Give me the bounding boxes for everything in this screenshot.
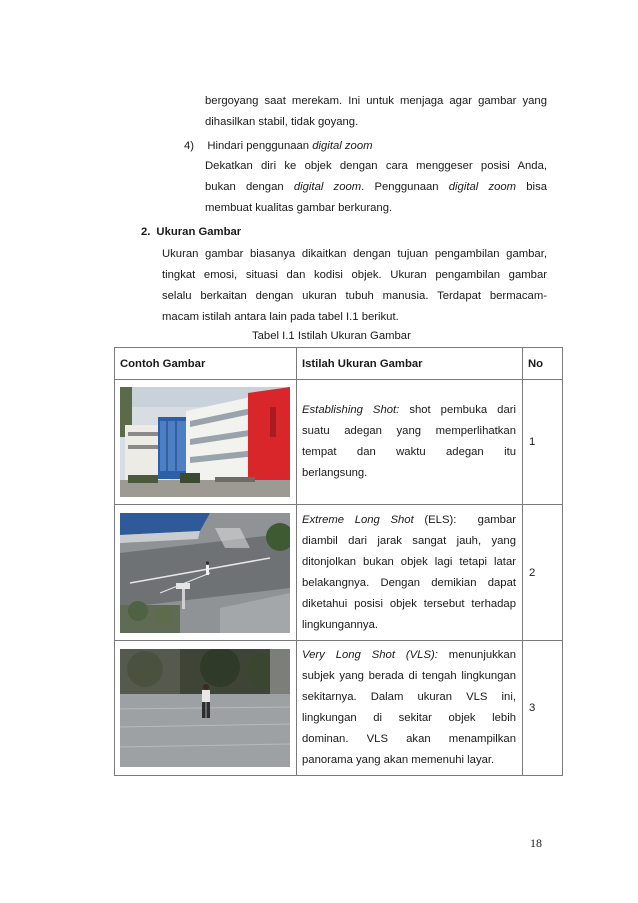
header-cell: Contoh Gambar (115, 348, 297, 380)
desc-line: dominan. VLS akan menampilkan (302, 733, 516, 745)
list-item-4-title: 4) Hindari penggunaan digital zoom (184, 140, 373, 152)
term-cell (297, 641, 523, 776)
row-number: 3 (523, 641, 563, 776)
page-number: 18 (530, 836, 542, 850)
desc-line: Very Long Shot (VLS): menunjukkan (302, 649, 516, 661)
terms-table (114, 347, 563, 776)
section-heading: 2. Ukuran Gambar (141, 226, 242, 238)
body-line: dihasilkan stabil, tidak goyang. (205, 116, 359, 128)
desc-line: tempat dan waktu adegan itu (302, 446, 516, 458)
term-cell (297, 380, 523, 505)
body-line: Ukuran gambar biasanya dikaitkan dengan tujuan pengambilan gambar, (162, 248, 547, 260)
table-row (115, 505, 563, 641)
row-number: 1 (523, 380, 563, 505)
body-line: tingkat emosi, situasi dan kodisi objek. Ukuran pengambilan gambar (162, 269, 547, 281)
row-number: 2 (523, 505, 563, 641)
desc-line: sekitarnya. Dalam ukuran VLS ini, (302, 691, 516, 703)
desc-line: lingkungan di sekitar objek lebih (302, 712, 516, 724)
term-cell (297, 505, 523, 641)
person-in-courtyard-photo (120, 649, 290, 767)
photo-cell (115, 641, 297, 776)
desc-line: berlangsung. (302, 467, 368, 479)
desc-line: subjek yang berada di tengah lingkungan (302, 670, 516, 682)
photo-cell (115, 505, 297, 641)
list-number: 4) (184, 140, 195, 152)
desc-line: lingkungannya. (302, 618, 379, 631)
body-line: membuat kualitas gambar berkurang. (205, 202, 393, 214)
desc-line: belakangnya. Dengan demikian dapat (302, 576, 516, 589)
desc-line: ditonjolkan bukan objek lagi tetapi latar (302, 555, 516, 568)
desc-line: Establishing Shot: shot pembuka dari (302, 404, 516, 416)
desc-line: diketahui posisi objek tersebut terhadap (302, 597, 516, 610)
body-line: Dekatkan diri ke objek dengan cara menggeser posisi Anda, (205, 160, 547, 172)
body-line: selalu berkaitan dengan ukuran tubuh manusia. Terdapat bermacam- (162, 290, 547, 302)
table-caption: Tabel I.1 Istilah Ukuran Gambar (252, 330, 411, 342)
parking-lot-photo (120, 513, 290, 633)
photo-cell (115, 380, 297, 505)
body-line: bergoyang saat merekam. Ini untuk menjaga agar gambar yang (205, 95, 547, 107)
table-row (115, 641, 563, 776)
table-row (115, 380, 563, 505)
building-photo (120, 387, 290, 497)
table-header-row (115, 348, 563, 380)
body-line: macam istilah antara lain pada tabel I.1 berikut. (162, 311, 399, 323)
desc-line: diambil dari jarak sangat jauh, yang (302, 534, 516, 547)
header-cell: No (523, 348, 563, 380)
desc-line: Extreme Long Shot (ELS): gambar (302, 513, 516, 526)
header-cell: Istilah Ukuran Gambar (297, 348, 523, 380)
desc-line: panorama yang akan memenuhi layar. (302, 754, 495, 766)
body-line: bukan dengan digital zoom. Penggunaan digital zoom bisa (205, 181, 547, 193)
desc-line: suatu adegan yang memperlihatkan (302, 425, 516, 437)
